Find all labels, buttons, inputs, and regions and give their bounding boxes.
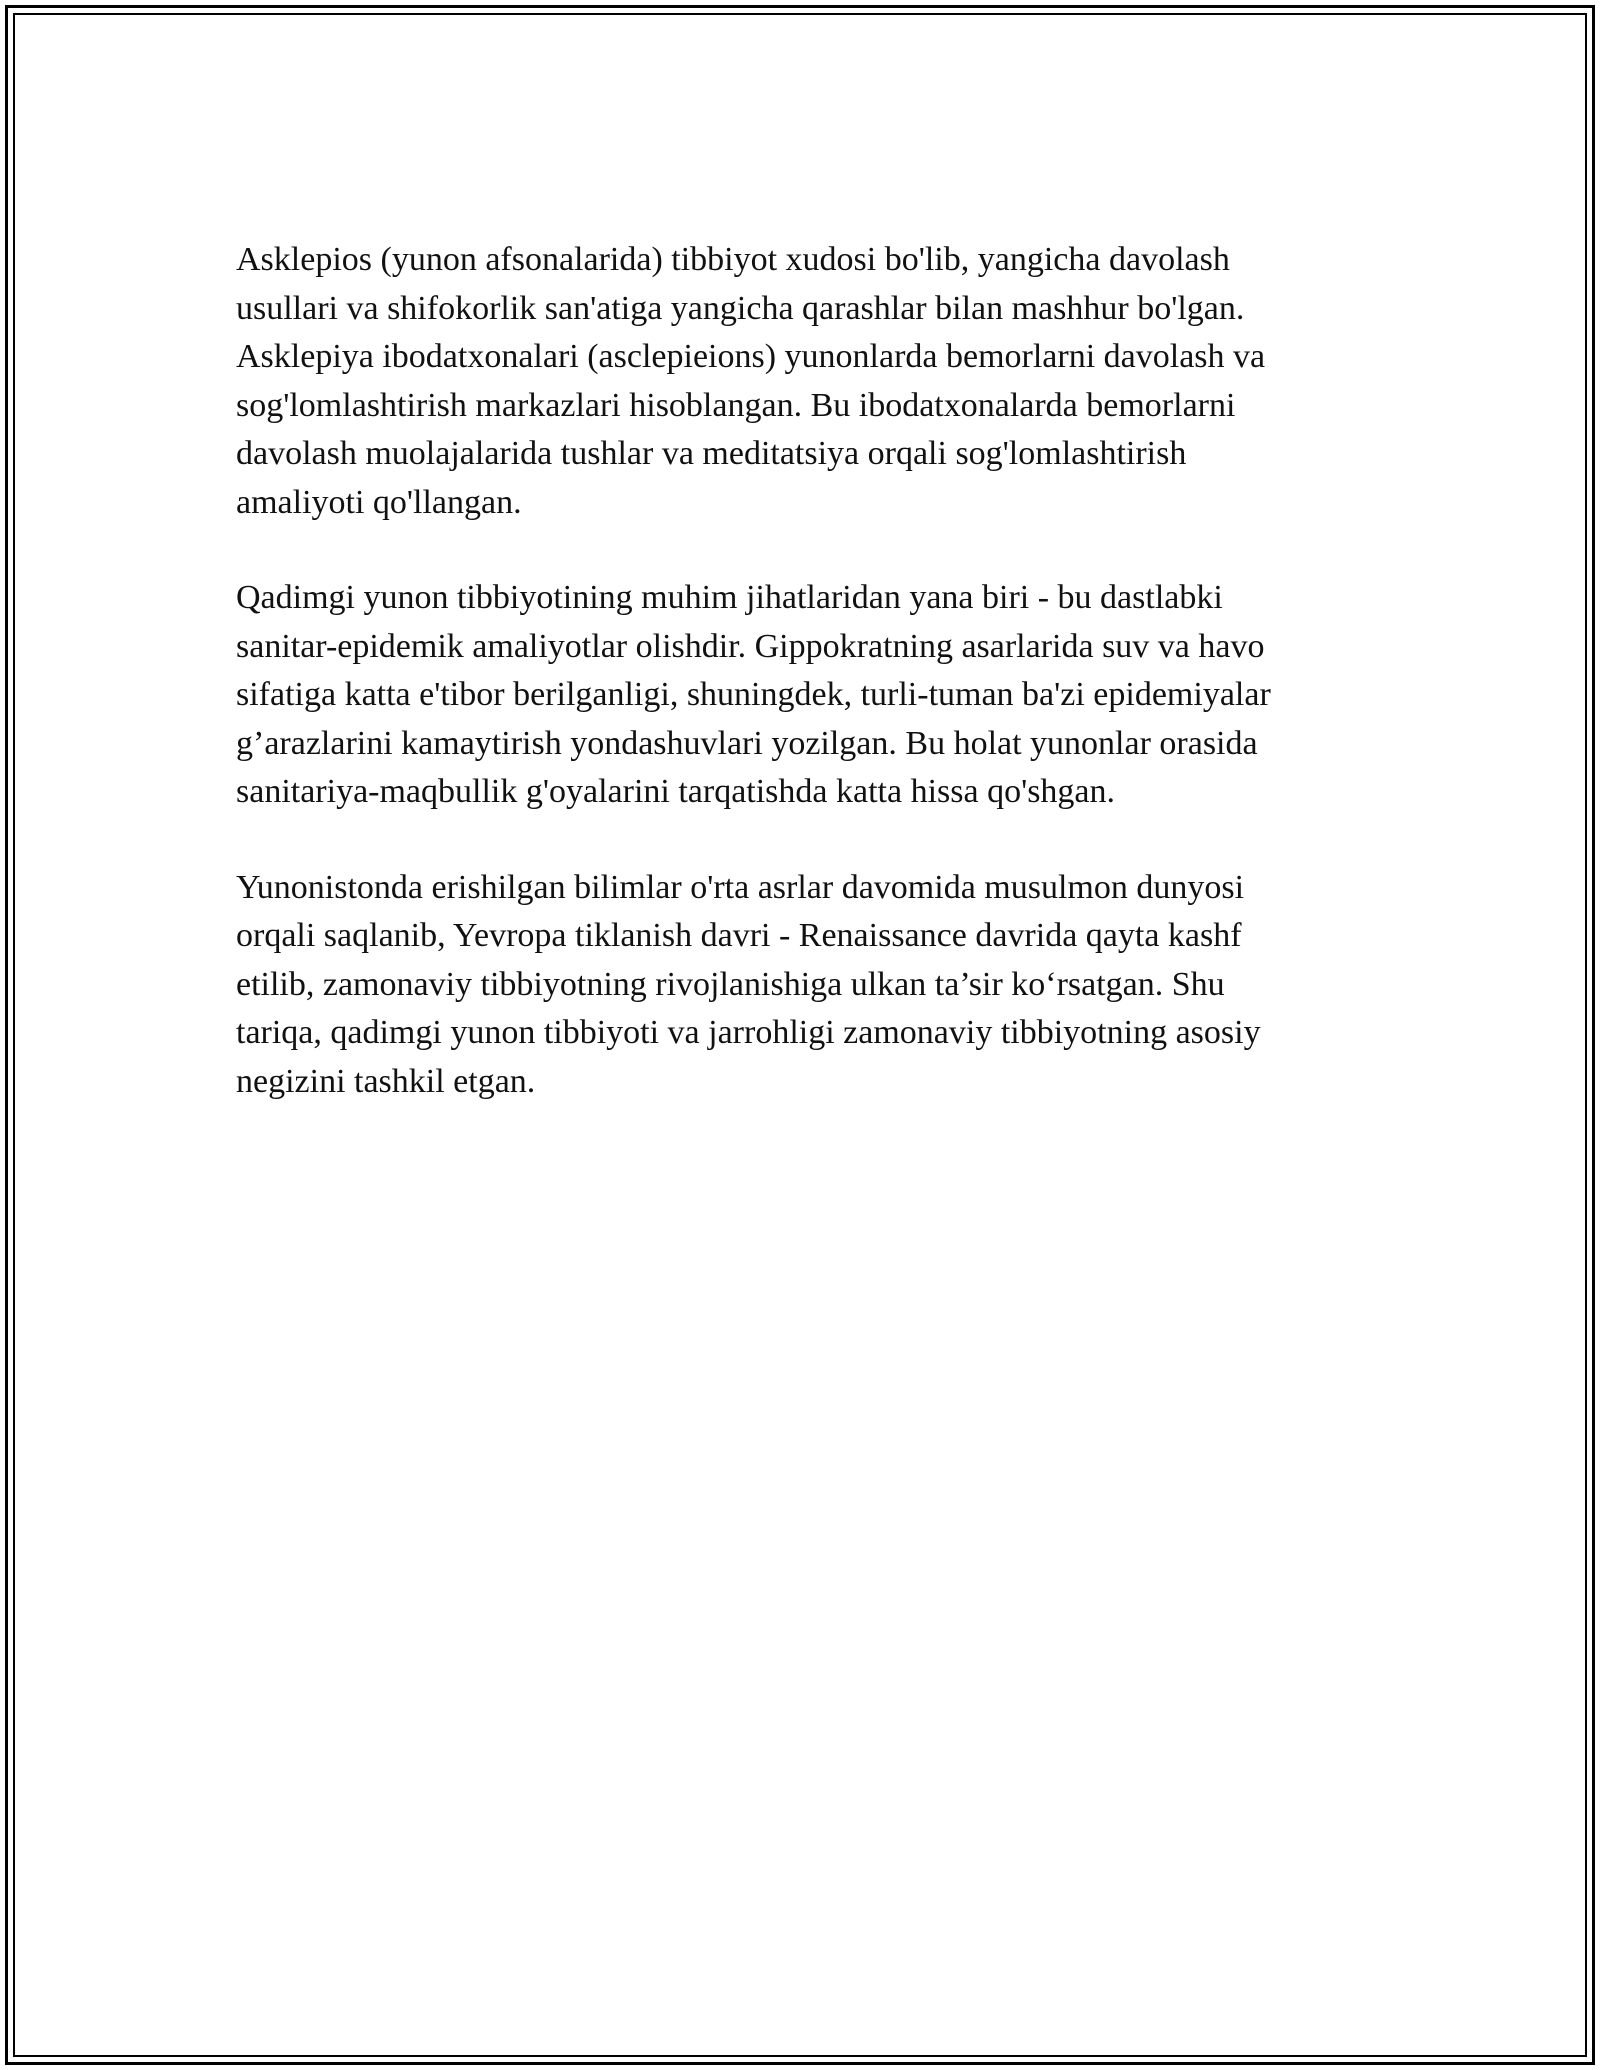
text-line: amaliyoti qo'llangan.	[236, 483, 522, 521]
text-line: tariqa, qadimgi yunon tibbiyoti va jarrohligi zamonaviy tibbiyotning asosiy	[236, 1014, 1261, 1051]
text-line: davolash muolajalarida tushlar va meditatsiya orqali sog'lomlashtirish	[236, 435, 1187, 472]
text-line: g’arazlarini kamaytirish yondashuvlari yozilgan. Bu holat yunonlar orasida	[236, 724, 1258, 762]
paragraph-asklepios	[236, 236, 1366, 527]
paragraph-legacy	[236, 864, 1366, 1107]
text-line: Qadimgi yunon tibbiyotining muhim jihatlaridan yana biri - bu dastlabki	[236, 579, 1223, 616]
text-line: sanitar-epidemik amaliyotlar olishdir. Gippokratning asarlarida suv va havo	[236, 627, 1265, 665]
document-body	[236, 236, 1366, 1153]
text-line: orqali saqlanib, Yevropa tiklanish davri - Renaissance davrida qayta kashf	[236, 917, 1242, 954]
text-line: sifatiga katta e'tibor berilganligi, shuningdek, turli-tuman ba'zi epidemiyalar	[236, 676, 1271, 713]
text-line: sog'lomlashtirish markazlari hisoblangan. Bu ibodatxonalarda bemorlarni	[236, 386, 1236, 424]
text-line: Asklepiya ibodatxonalari (asclepieions) yunonlarda bemorlarni davolash va	[236, 338, 1266, 375]
text-line: sanitariya-maqbullik g'oyalarini tarqatishda katta hissa qo'shgan.	[236, 773, 1116, 810]
paragraph-sanitary-practices	[236, 574, 1366, 817]
text-line: Asklepios (yunon afsonalarida) tibbiyot xudosi bo'lib, yangicha davolash	[236, 241, 1230, 278]
text-line: usullari va shifokorlik san'atiga yangicha qarashlar bilan mashhur bo'lgan.	[236, 289, 1245, 327]
text-line: etilib, zamonaviy tibbiyotning rivojlanishiga ulkan ta’sir ko‘rsatgan. Shu	[236, 965, 1225, 1003]
text-line: Yunonistonda erishilgan bilimlar o'rta asrlar davomida musulmon dunyosi	[236, 868, 1245, 906]
text-line: negizini tashkil etgan.	[236, 1062, 536, 1100]
